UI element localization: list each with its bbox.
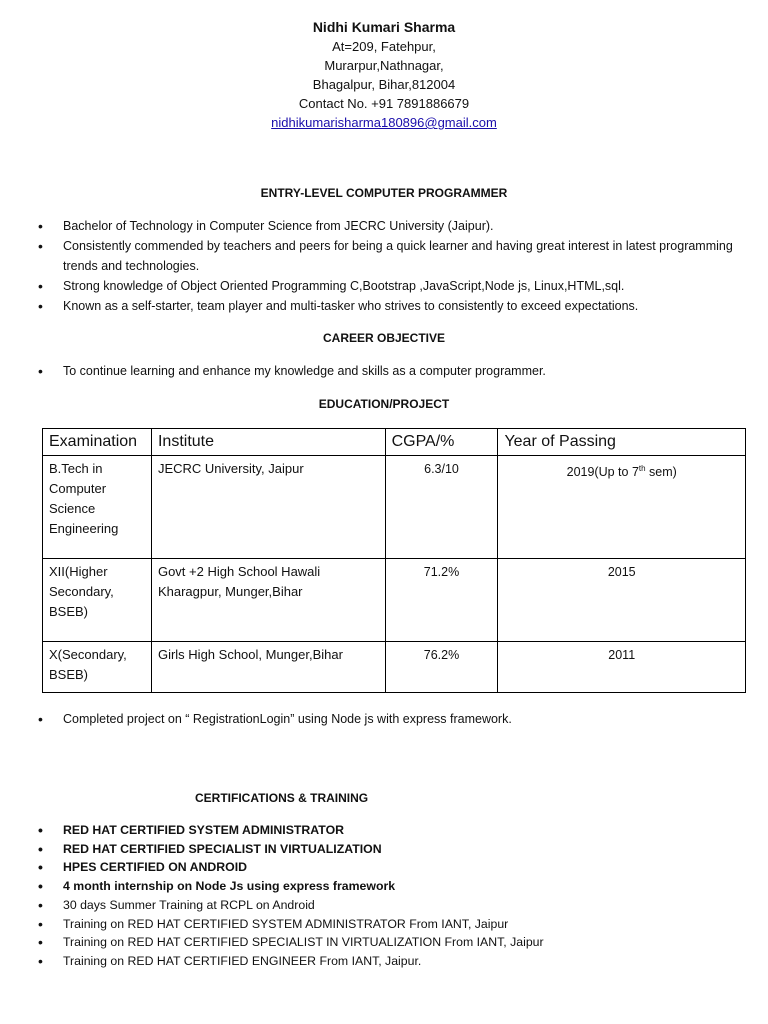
list-item: • Bachelor of Technology in Computer Science from JECRC University (Jaipur). [38, 216, 750, 236]
table-row [43, 456, 746, 559]
list-item: • 4 month internship on Node Js using express framework [38, 877, 750, 896]
list-item: • Known as a self-starter, team player and multi-tasker who strives to consistently to exceed expectations. [38, 296, 750, 316]
column-header: Institute [151, 429, 385, 456]
list-item: • RED HAT CERTIFIED SYSTEM ADMINISTRATOR [38, 821, 750, 840]
column-header: Examination [43, 429, 152, 456]
list-item: • Completed project on “ RegistrationLogin” using Node js with express framework. [38, 709, 750, 729]
list-item: • Consistently commended by teachers and peers for being a quick learner and having great interest in latest programming trends and technologies. [38, 236, 750, 276]
exam-cell: XII(Higher Secondary, BSEB) [43, 559, 152, 642]
list-item: • Training on RED HAT CERTIFIED SPECIALIST IN VIRTUALIZATION From IANT, Jaipur [38, 933, 750, 952]
list-item: • Strong knowledge of Object Oriented Programming C,Bootstrap ,JavaScript,Node js, Linux,HTML,sql. [38, 276, 750, 296]
education-heading: EDUCATION/PROJECT [318, 397, 450, 411]
project-list [38, 709, 750, 729]
address-line-2: Murarpur,Nathnagar, [324, 58, 444, 73]
list-item: • Training on RED HAT CERTIFIED ENGINEER From IANT, Jaipur. [38, 952, 750, 971]
institute-cell: Girls High School, Munger,Bihar [151, 642, 385, 693]
year-cell: 2011 [498, 642, 746, 693]
table-row [43, 559, 746, 642]
education-table [42, 428, 746, 693]
exam-cell: X(Secondary, BSEB) [43, 642, 152, 693]
objective-list [38, 361, 750, 381]
summary-list [38, 216, 750, 316]
exam-cell: B.Tech in Computer Science Engineering [43, 456, 152, 559]
list-item: • RED HAT CERTIFIED SPECIALIST IN VIRTUALIZATION [38, 840, 750, 859]
email-link[interactable]: nidhikumarisharma180896@gmail.com [271, 115, 497, 130]
table-row [43, 642, 746, 693]
contact-header [0, 18, 768, 132]
summary-heading: ENTRY-LEVEL COMPUTER PROGRAMMER [260, 186, 508, 200]
address-line-3: Bhagalpur, Bihar,812004 [312, 77, 456, 92]
year-cell: 2015 [498, 559, 746, 642]
column-header: Year of Passing [498, 429, 746, 456]
institute-cell: JECRC University, Jaipur [151, 456, 385, 559]
institute-cell: Govt +2 High School Hawali Kharagpur, Munger,Bihar [151, 559, 385, 642]
objective-heading: CAREER OBJECTIVE [322, 331, 446, 345]
score-cell: 76.2% [385, 642, 498, 693]
column-header: CGPA/% [385, 429, 498, 456]
candidate-name: Nidhi Kumari Sharma [312, 19, 456, 35]
list-item: • HPES CERTIFIED ON ANDROID [38, 858, 750, 877]
year-cell: 2019(Up to 7th sem) [498, 456, 746, 559]
address-line-1: At=209, Fatehpur, [332, 39, 436, 54]
contact-number: Contact No. +91 7891886679 [298, 96, 470, 111]
score-cell: 71.2% [385, 559, 498, 642]
certifications-heading: CERTIFICATIONS & TRAINING [195, 791, 369, 805]
list-item: • Training on RED HAT CERTIFIED SYSTEM ADMINISTRATOR From IANT, Jaipur [38, 915, 750, 934]
score-cell: 6.3/10 [385, 456, 498, 559]
list-item: • To continue learning and enhance my knowledge and skills as a computer programmer. [38, 361, 750, 381]
table-header-row [43, 429, 746, 456]
certifications-list [38, 821, 750, 971]
list-item: • 30 days Summer Training at RCPL on Android [38, 896, 750, 915]
